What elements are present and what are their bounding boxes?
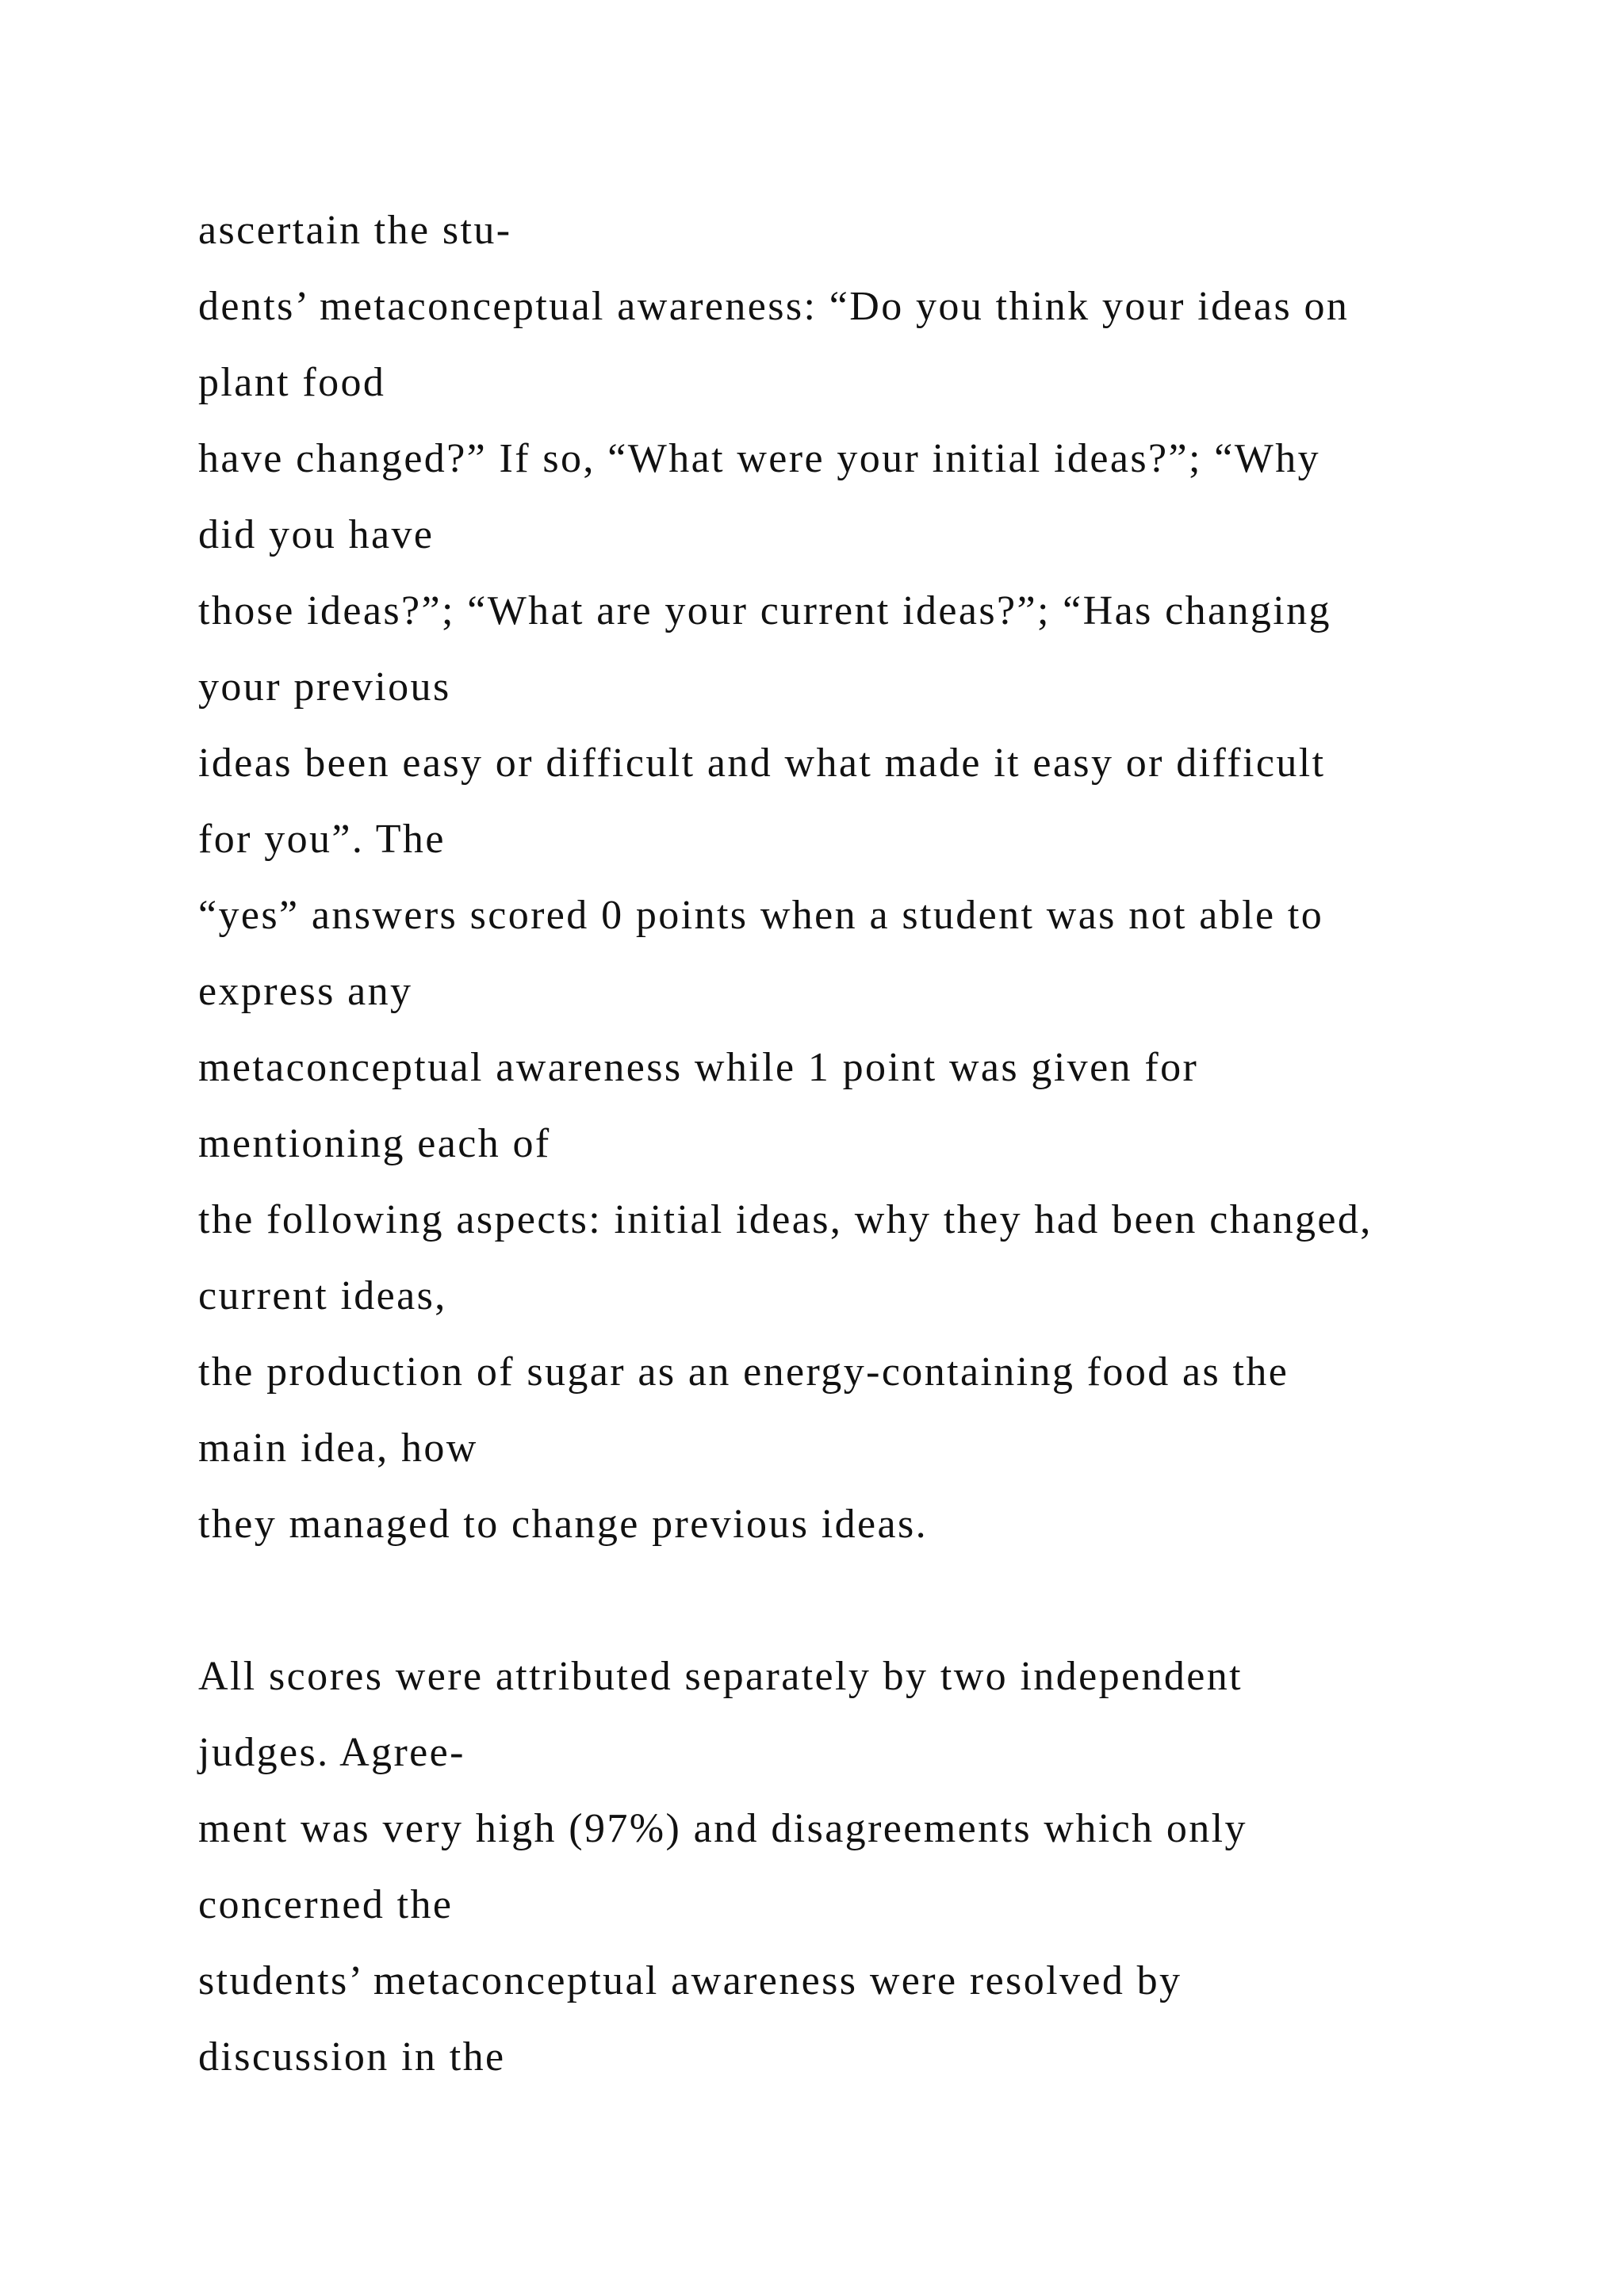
- paragraph-spacer: [198, 1563, 1546, 1639]
- text-line: for you”. The: [198, 817, 446, 862]
- text-line: did you have: [198, 512, 435, 557]
- text-line: mentioning each of: [198, 1121, 551, 1166]
- text-line: those ideas?”; “What are your current ideas?”; “Has changing: [198, 588, 1331, 633]
- text-line: concerned the: [198, 1882, 454, 1927]
- text-line: plant food: [198, 360, 386, 405]
- paragraph-1: [198, 193, 1546, 1563]
- document-body: [198, 193, 1546, 2095]
- text-line: ideas been easy or difficult and what made it easy or difficult: [198, 740, 1326, 786]
- text-line: All scores were attributed separately by two independent: [198, 1654, 1243, 1699]
- text-line: metaconceptual awareness while 1 point was given for: [198, 1045, 1199, 1090]
- text-line: ment was very high (97%) and disagreements which only: [198, 1806, 1247, 1851]
- text-line: judges. Agree-: [198, 1730, 465, 1775]
- text-line: have changed?” If so, “What were your initial ideas?”; “Why: [198, 436, 1320, 481]
- text-line: the following aspects: initial ideas, why they had been changed,: [198, 1197, 1373, 1242]
- text-line: ascertain the stu-: [198, 208, 512, 253]
- text-line: the production of sugar as an energy-containing food as the: [198, 1349, 1289, 1395]
- text-line: “yes” answers scored 0 points when a student was not able to: [198, 893, 1324, 938]
- text-line: your previous: [198, 664, 451, 710]
- text-line: they managed to change previous ideas.: [198, 1502, 929, 1547]
- text-line: express any: [198, 969, 413, 1014]
- text-line: dents’ metaconceptual awareness: “Do you think your ideas on: [198, 284, 1350, 329]
- text-line: main idea, how: [198, 1425, 478, 1471]
- paragraph-2: [198, 1639, 1546, 2095]
- text-line: current ideas,: [198, 1273, 447, 1318]
- text-line: discussion in the: [198, 2034, 506, 2080]
- text-line: students’ metaconceptual awareness were resolved by: [198, 1958, 1182, 2003]
